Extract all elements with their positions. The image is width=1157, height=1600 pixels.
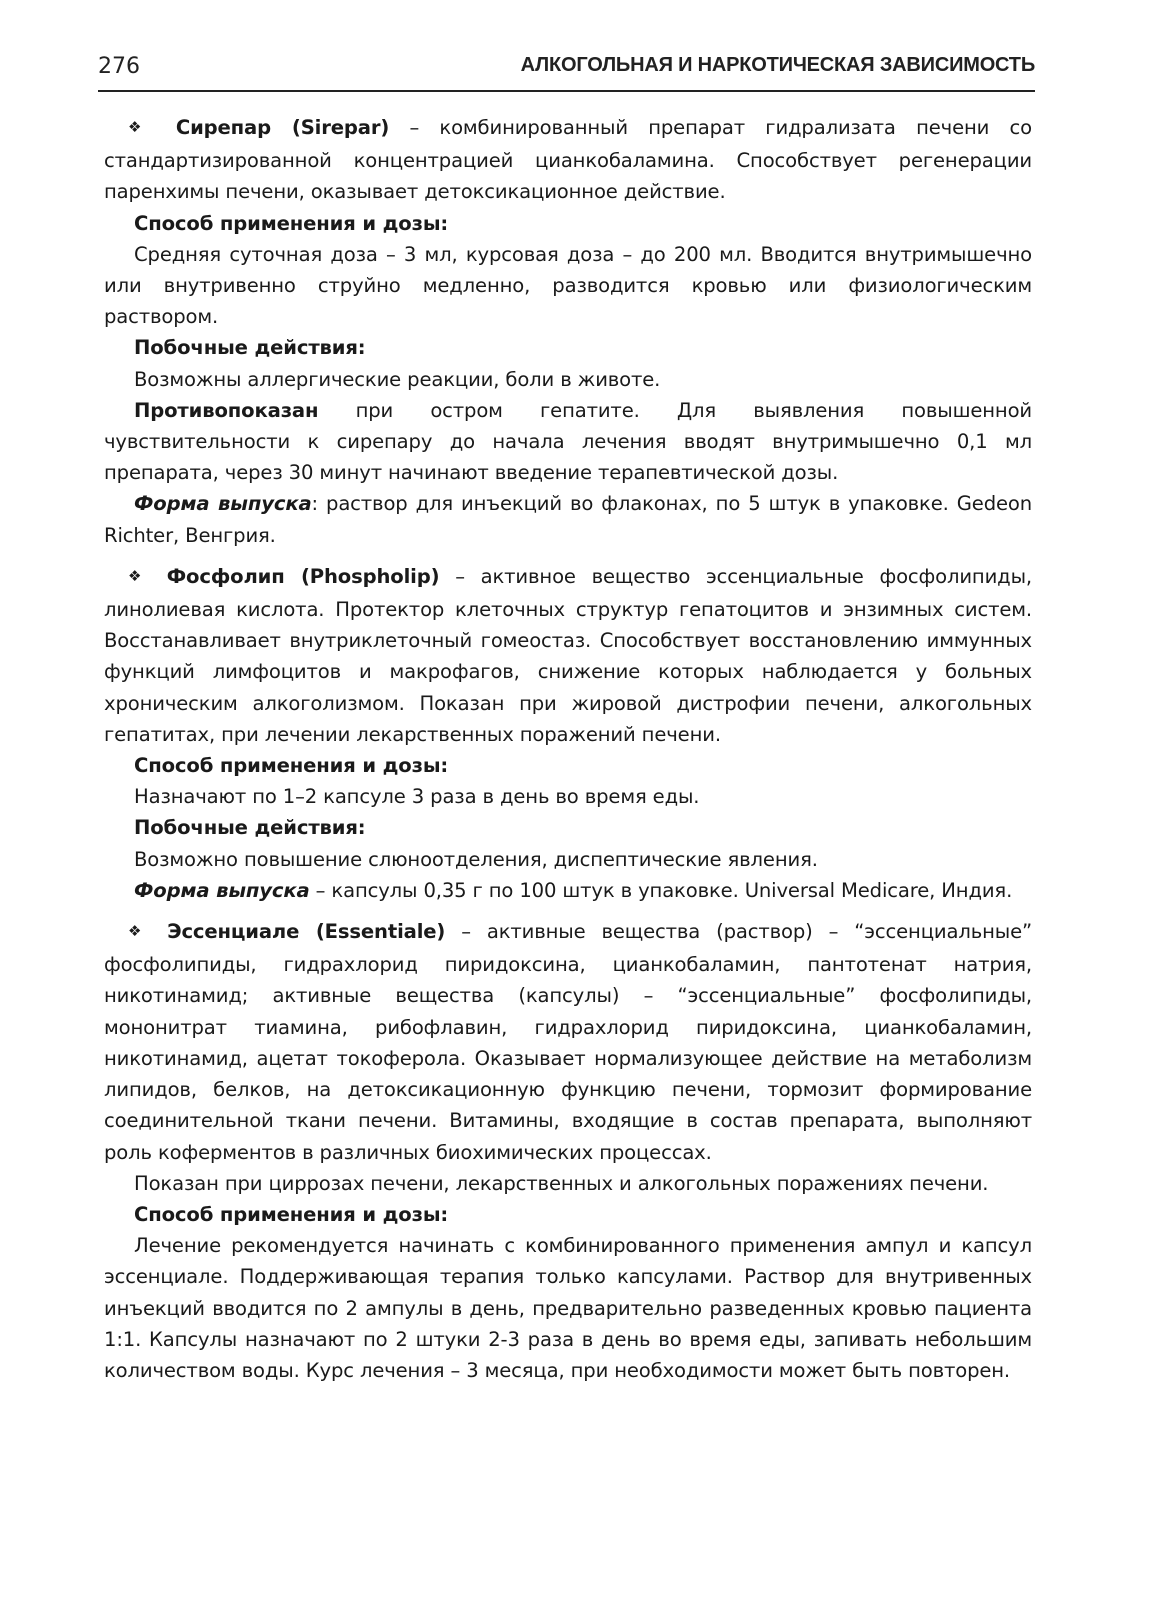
- entry-sirepar-side-text: Возможны аллергические реакции, боли в животе.: [134, 367, 661, 391]
- entry-phospholip-form: [104, 875, 1032, 906]
- entry-sirepar-desc: – комбинированный препарат гидрализата печени со стандартизированной концентрацией цианкобаламина. Способствует регенерации паренхимы печени, оказывает детоксикационное действие.: [104, 116, 1032, 204]
- entry-essentiale-name: Эссенциале (Essentiale): [167, 920, 446, 944]
- page-header: [98, 52, 1035, 92]
- entry-phospholip-name: Фосфолип (Phospholip): [166, 564, 440, 588]
- running-title: АЛКОГОЛЬНАЯ И НАРКОТИЧЕСКАЯ ЗАВИСИМОСТЬ: [520, 54, 1035, 76]
- entry-sirepar-dose-text: Средняя суточная доза – 3 мл, курсовая доза – до 200 мл. Вводится внутримышечно или внутривенно струйно медленно, разводится кровью или физиологическим раствором.: [104, 242, 1032, 329]
- entry-essentiale-intro: [104, 916, 1032, 1168]
- entry-essentiale-dose-heading: Способ применения и дозы:: [134, 1202, 449, 1226]
- entry-phospholip-desc: – активное вещество эссенциальные фосфолипиды, линолиевая кислота. Протектор клеточных структур гепатоцитов и энзимных систем. Восстанавливает внутриклеточный гомеостаз. Способствует восстановлению иммунных функций лимфоцитов и макрофагов, снижение которых наблюдается у больных хроническим алкоголизмом. Показан при жировой дистрофии печени, алкогольных гепатитах, при лечении лекарственных поражений печени.: [104, 564, 1032, 746]
- entry-sirepar-dose-heading: Способ применения и дозы:: [134, 211, 449, 235]
- entry-essentiale-indication: Показан при циррозах печени, лекарственных и алкогольных поражениях печени.: [134, 1171, 989, 1195]
- entry-phospholip-side-heading: Побочные действия:: [134, 816, 366, 840]
- entry-sirepar-intro: [104, 112, 1032, 208]
- entry-sirepar-name: Сирепар (Sirepar): [175, 116, 390, 139]
- entry-phospholip-form-text: – капсулы 0,35 г по 100 штук в упаковке. Universal Medicare, Индия.: [309, 878, 1013, 902]
- entry-sirepar-form: [104, 488, 1032, 550]
- entry-sirepar-form-text: : раствор для инъекций во флаконах, по 5 штук в упаковке. Gedeon Richter, Венгрия.: [104, 492, 1032, 547]
- entry-sirepar-form-label: Форма выпуска: [134, 492, 312, 516]
- entry-sirepar-side-heading: Побочные действия:: [134, 336, 366, 360]
- entry-phospholip-intro: [104, 561, 1032, 750]
- entry-sirepar-contra-label: Противопоказан: [134, 398, 319, 422]
- diamond-bullet-icon: ❖: [128, 566, 151, 585]
- diamond-bullet-icon: ❖: [128, 922, 152, 941]
- entry-phospholip-side-text: Возможно повышение слюноотделения, диспептические явления.: [134, 847, 818, 871]
- diamond-bullet-icon: ❖: [128, 118, 156, 136]
- entry-sirepar-contra-text: при остром гепатите. Для выявления повышенной чувствительности к сирепару до начала лечения вводят внутримышечно 0,1 мл препарата, через 30 минут начинают введение терапевтической дозы.: [104, 398, 1032, 485]
- entry-essentiale-dose-text: Лечение рекомендуется начинать с комбинированного применения ампул и капсул эссенциале. Поддерживающая терапия только капсулами. Раствор для внутривенных инъекций вводится по 2 ампулы в день, предварительно разведенных кровью пациента 1:1. Капсулы назначают по 2 штуки 2-3 раза в день во время еды, запивать небольшим количеством воды. Курс лечения – 3 месяца, при необходимости может быть повторен.: [104, 1234, 1032, 1382]
- page-number: 276: [98, 54, 140, 79]
- entry-phospholip-dose-text: Назначают по 1–2 капсуле 3 раза в день во время еды.: [134, 785, 700, 809]
- entry-phospholip-form-label: Форма выпуска: [134, 878, 310, 902]
- entry-sirepar-contra: [104, 395, 1032, 489]
- entry-phospholip-dose-heading: Способ применения и дозы:: [134, 754, 449, 778]
- page-content: [104, 112, 1032, 1386]
- entry-essentiale-desc: – активные вещества (раствор) – “эссенциальные” фосфолипиды, гидрахлорид пиридоксина, цианкобаламин, пантотенат натрия, никотинамид; активные вещества (капсулы) – “эссенциальные” фосфолипиды, мононитрат тиамина, рибофлавин, гидрахлорид пиридоксина, цианкобаламин, никотинамид, ацетат токоферола. Оказывает нормализующее действие на метаболизм липидов, белков, на детоксикационную функцию печени, тормозит формирование соединительной ткани печени. Витамины, входящие в состав препарата, выполняют роль коферментов в различных биохимических процессах.: [104, 920, 1032, 1164]
